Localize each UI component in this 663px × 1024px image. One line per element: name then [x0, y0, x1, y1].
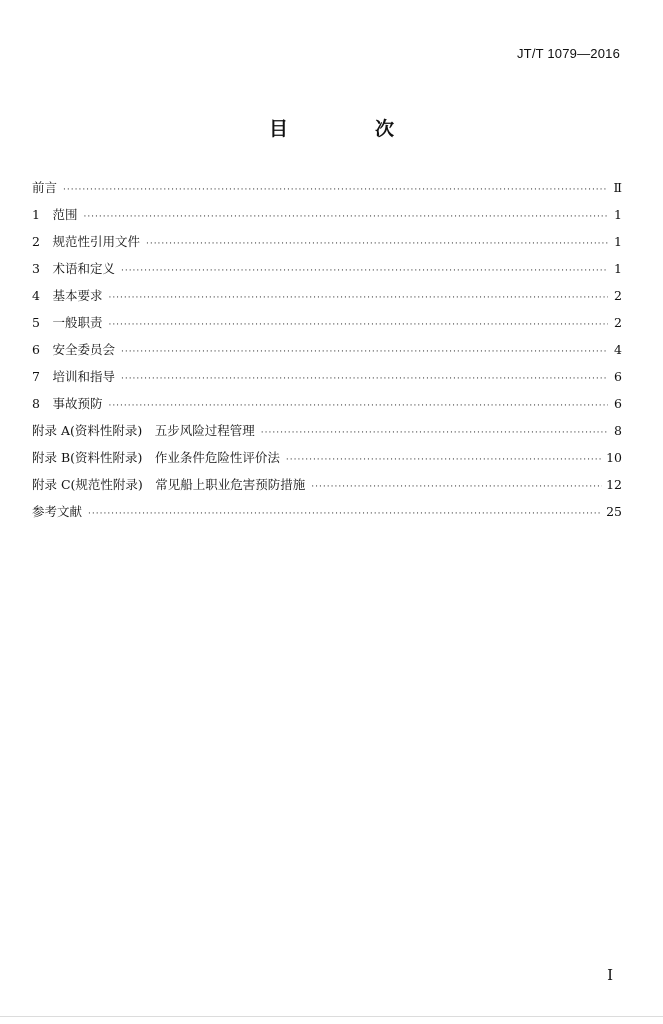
toc-entry-label: 2 规范性引用文件 — [32, 234, 140, 249]
toc-entry-foreword[interactable] — [32, 174, 622, 201]
toc-entry-label: 1 范围 — [32, 207, 78, 222]
toc-entry-page: 10 — [606, 450, 622, 465]
toc-entry-bibliography[interactable] — [32, 498, 622, 525]
dot-leader — [121, 366, 608, 393]
toc-entry-appendix-b[interactable] — [32, 444, 622, 471]
toc-entry-label: 前言 — [32, 180, 58, 195]
toc-entry-3[interactable] — [32, 255, 622, 282]
dot-leader — [146, 231, 608, 258]
dot-leader — [121, 258, 608, 285]
toc-entry-label: 8 事故预防 — [32, 396, 103, 411]
toc-entry-page: 25 — [606, 504, 622, 519]
toc-entry-page: 2 — [614, 288, 622, 303]
page-number: I — [607, 966, 613, 984]
toc-entry-page: 12 — [606, 477, 622, 492]
toc-entry-page: Ⅱ — [613, 180, 622, 195]
toc-entry-appendix-a[interactable] — [32, 417, 622, 444]
dot-leader — [108, 285, 608, 312]
toc-entry-4[interactable] — [32, 282, 622, 309]
dot-leader — [261, 420, 608, 447]
toc-entry-page: 6 — [614, 369, 622, 384]
toc-entry-page: 6 — [614, 396, 622, 411]
toc-entry-page: 1 — [614, 261, 622, 276]
dot-leader — [311, 474, 602, 501]
toc-entry-page: 4 — [614, 342, 622, 357]
toc-entry-5[interactable] — [32, 309, 622, 336]
toc-entry-label: 3 术语和定义 — [32, 261, 115, 276]
table-of-contents — [32, 174, 622, 525]
toc-entry-label: 参考文献 — [32, 504, 83, 519]
toc-entry-page: 1 — [614, 234, 622, 249]
toc-entry-label: 6 安全委员会 — [32, 342, 115, 357]
toc-entry-label: 5 一般职责 — [32, 315, 103, 330]
toc-entry-page: 2 — [614, 315, 622, 330]
standard-code: JT/T 1079—2016 — [516, 46, 620, 61]
toc-entry-6[interactable] — [32, 336, 622, 363]
dot-leader — [286, 447, 602, 474]
dot-leader — [83, 204, 608, 231]
toc-entry-8[interactable] — [32, 390, 622, 417]
dot-leader — [63, 177, 608, 204]
toc-entry-page: 8 — [614, 423, 622, 438]
dot-leader — [88, 501, 602, 528]
page-title: 目 次 — [268, 118, 428, 140]
toc-entry-label: 附录 B(资料性附录) 作业条件危险性评价法 — [32, 450, 280, 465]
toc-entry-label: 7 培训和指导 — [32, 369, 115, 384]
toc-entry-page: 1 — [614, 207, 622, 222]
dot-leader — [121, 339, 608, 366]
toc-entry-1[interactable] — [32, 201, 622, 228]
dot-leader — [108, 393, 608, 420]
page-bottom-edge — [0, 1016, 663, 1017]
toc-entry-label: 附录 C(规范性附录) 常见船上职业危害预防措施 — [32, 477, 306, 492]
dot-leader — [108, 312, 608, 339]
toc-entry-7[interactable] — [32, 363, 622, 390]
toc-entry-appendix-c[interactable] — [32, 471, 622, 498]
toc-entry-label: 附录 A(资料性附录) 五步风险过程管理 — [32, 423, 255, 438]
toc-entry-label: 4 基本要求 — [32, 288, 103, 303]
toc-entry-2[interactable] — [32, 228, 622, 255]
